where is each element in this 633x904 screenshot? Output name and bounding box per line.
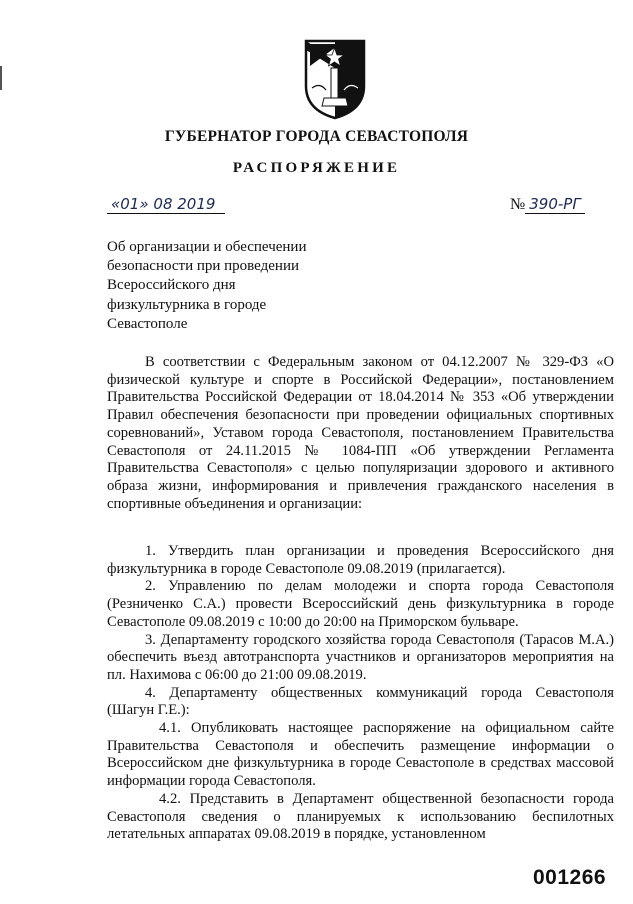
scan-edge-mark <box>0 66 2 90</box>
date-month-year: 08 2019 <box>153 195 216 213</box>
subject-line: физкультурника в городе <box>107 296 267 313</box>
sevastopol-coat-of-arms-icon <box>300 38 370 120</box>
order-item-3: 3. Департаменту городского хозяйства города Севастополя (Тарасов М.А.) обеспечить въезд автотранспорта участников и организаторов мероприятия на пл. Нахимова с 06:00 до 21:00 09.08.2019. <box>107 631 614 683</box>
document-date <box>107 195 225 214</box>
subject-line: Всероссийского дня <box>107 277 236 294</box>
authority-title: ГУБЕРНАТОР ГОРОДА СЕВАСТОПОЛЯ <box>164 128 469 145</box>
date-open-quote: « <box>111 195 121 213</box>
order-item-2: 2. Управлению по делам молодежи и спорта города Севастополя (Резниченко С.А.) провести Всероссийский день физкультурника в городе Севастополе 09.08.2019 с 10:00 до 20:00 на Приморском бульваре. <box>107 578 614 630</box>
document-number <box>510 195 585 214</box>
serial-number: 001266 <box>533 866 607 889</box>
subject-line: Севастополе <box>107 315 188 332</box>
order-item-4: 4. Департаменту общественных коммуникаций города Севастополя (Шагун Г.Е.): <box>107 684 614 719</box>
order-item-1: 1. Утвердить план организации и проведения Всероссийского дня физкультурника в городе Севастополе 09.08.2019 (прилагается). <box>107 543 614 577</box>
document-type-title: РАСПОРЯЖЕНИЕ <box>232 160 401 176</box>
order-items <box>107 543 614 844</box>
date-close-quote: » <box>139 195 149 213</box>
number-sign: № <box>510 196 526 213</box>
preamble-paragraph: В соответствии с Федеральным законом от 04.12.2007 № 329-ФЗ «О физической культуре и спорте в Российской Федерации», постановлением Правительства Российской Федерации от 18.04.2014 № 353 «Об утверждении Правил обеспечения безопасности при проведении официальных спортивных соревнований», Уставом города Севастополя, постановлением Правительства Севастополя от 24.11.2015 № 1084-ПП «Об утверждении Регламента Правительства Севастополя» с целью популяризации здорового и активного образа жизни, информирования и привлечения гражданского населения в спортивные объединения и организации: <box>107 354 614 512</box>
date-day: 01 <box>120 195 140 213</box>
preamble-section <box>107 354 614 513</box>
subject-line: безопасности при проведении <box>107 258 300 275</box>
document-subject <box>107 238 337 334</box>
number-value: 390-РГ <box>525 195 584 214</box>
subject-line: Об организации и обеспечении <box>107 239 307 255</box>
order-item-4-2: 4.2. Представить в Департамент общественной безопасности города Севастополя сведения о планируемых к использованию беспилотных летательных аппаратах 09.08.2019 в порядке, установленном <box>107 790 614 843</box>
order-item-4-1: 4.1. Опубликовать настоящее распоряжение на официальном сайте Правительства Севастополя и обеспечить размещение информации о Всероссийском дне физкультурника в городе Севастополе в средствах массовой информации города Севастополя. <box>107 720 614 790</box>
